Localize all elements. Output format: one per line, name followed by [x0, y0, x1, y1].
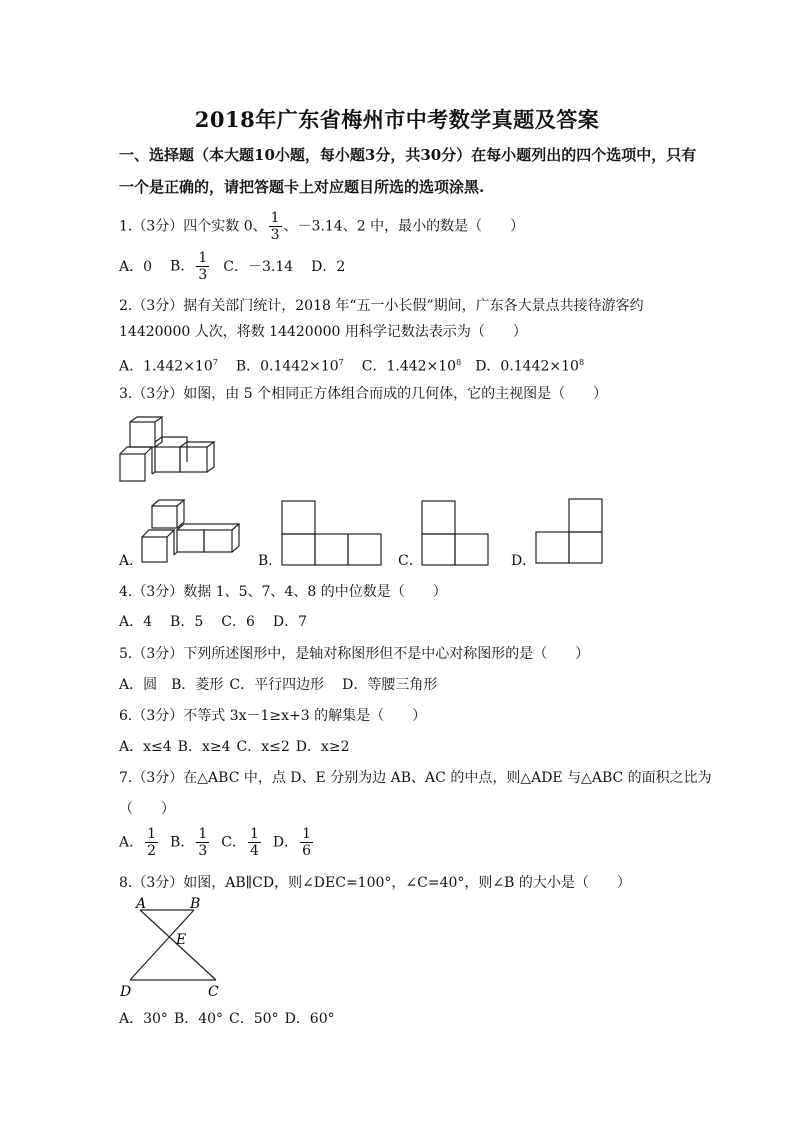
q2-option-c: C．$1.442\times 10^8$ [361, 358, 462, 375]
question-8: 8.（3分）如图，AB∥CD，则∠DEC=100°，∠C=40°，则∠B 的大小是（ ） [119, 875, 631, 891]
q8-label-c: C [208, 984, 219, 1000]
q3-option-d-figure [535, 498, 603, 564]
question-2-line2: 14420000 人次，将数 14420000 用科学记数法表示为（ ） [119, 324, 527, 340]
question-4: 4.（3分）数据 1、5、7、4、8 的中位数是（ ） [119, 584, 447, 600]
q5-option-a: A．圆 [119, 677, 158, 693]
q4-options [119, 612, 325, 632]
q3-option-c-figure [421, 500, 489, 566]
q3-option-d-label: D． [511, 553, 537, 569]
q8-label-d: D [120, 984, 132, 1000]
q2-option-a: A．$1.442\times 10^7$ [119, 358, 218, 375]
q8-option-b: B．40° [173, 1011, 224, 1027]
q1-option-a: A．0 [119, 258, 153, 275]
q4-option-c: C．6 [221, 614, 255, 630]
q3-option-b-label: B． [258, 553, 283, 569]
q4-option-a: A．4 [119, 614, 153, 630]
question-7-line2: （ ） [119, 801, 175, 817]
q3-option-a-label: A． [119, 553, 144, 569]
q3-option-c-label: C． [398, 553, 423, 569]
q1-text-suffix: 、－3.14、2 中，最小的数是（ ） [283, 218, 525, 235]
q4-option-b: B．5 [170, 614, 204, 630]
q8-label-b: B [190, 896, 201, 912]
question-1 [119, 210, 524, 243]
question-2-line1: 2.（3分）据有关部门统计，2018 年“五一小长假”期间，广东各大景点共接待游客约 [119, 298, 644, 314]
q1-options [119, 250, 363, 283]
question-6: 6.（3分）不等式 3x－1≥x+3 的解集是（ ） [119, 708, 427, 724]
q2-option-d: D．$0.1442\times 10^8$ [475, 358, 585, 375]
q6-option-a: A．x≤4 [119, 739, 172, 755]
q8-parallel-lines-figure [116, 896, 226, 1000]
q6-options [119, 737, 368, 757]
q3-option-b-figure [281, 500, 383, 566]
section-heading-line2: 一个是正确的，请把答题卡上对应题目所选的选项涂黑. [119, 178, 485, 196]
question-7-line1: 7.（3分）在△ABC 中，点 D、E 分别为边 AB、AC 的中点，则△ADE 与△ABC 的面积之比为 [119, 770, 712, 786]
q8-option-d: D．60° [284, 1011, 335, 1027]
q8-label-a: A [136, 896, 147, 912]
page-title: 2018年广东省梅州市中考数学真题及答案 [194, 107, 600, 132]
section-heading-line1: 一、选择题（本大题10小题，每小题3分，共30分）在每小题列出的四个选项中，只有 [119, 146, 697, 164]
q1-fraction: $\frac{1}{3}$ [270, 210, 280, 243]
q5-option-d: D．等腰三角形 [342, 677, 438, 693]
q7-option-a: A． $\frac{1}{2}$ [119, 826, 157, 859]
q4-option-d: D．7 [272, 614, 307, 630]
q5-option-c: C．平行四边形 [229, 677, 325, 693]
q5-options [119, 675, 455, 695]
q6-option-b: B．x≥4 [177, 739, 231, 755]
question-3: 3.（3分）如图，由 5 个相同正方体组合而成的几何体，它的主视图是（ ） [119, 386, 608, 402]
q5-option-b: B．菱形 [171, 677, 224, 693]
q1-option-c: C．－3.14 [223, 258, 294, 275]
q1-option-d: D．2 [311, 258, 346, 275]
q7-option-d: D． $\frac{1}{6}$ [272, 826, 312, 859]
q6-option-d: D．x≥2 [295, 739, 350, 755]
question-5: 5.（3分）下列所述图形中，是轴对称图形但不是中心对称图形的是（ ） [119, 646, 590, 662]
q7-option-c: C． $\frac{1}{4}$ [221, 826, 259, 859]
q1-option-b: B． $\frac{1}{3}$ [170, 250, 208, 283]
q2-options [119, 353, 602, 377]
q2-option-b: B．$0.1442\times 10^7$ [235, 358, 344, 375]
q7-options [119, 826, 333, 859]
q8-option-a: A．30° [119, 1011, 168, 1027]
q7-option-b: B． $\frac{1}{3}$ [170, 826, 208, 859]
q8-label-e: E [176, 932, 187, 948]
q8-option-c: C．50° [229, 1011, 279, 1027]
q1-text-prefix: 1.（3分）四个实数 0、 [119, 218, 267, 235]
q8-options [119, 1009, 353, 1029]
q3-cube-figure [118, 415, 228, 487]
q3-option-a-figure [140, 498, 246, 566]
q6-option-c: C．x≤2 [236, 739, 290, 755]
